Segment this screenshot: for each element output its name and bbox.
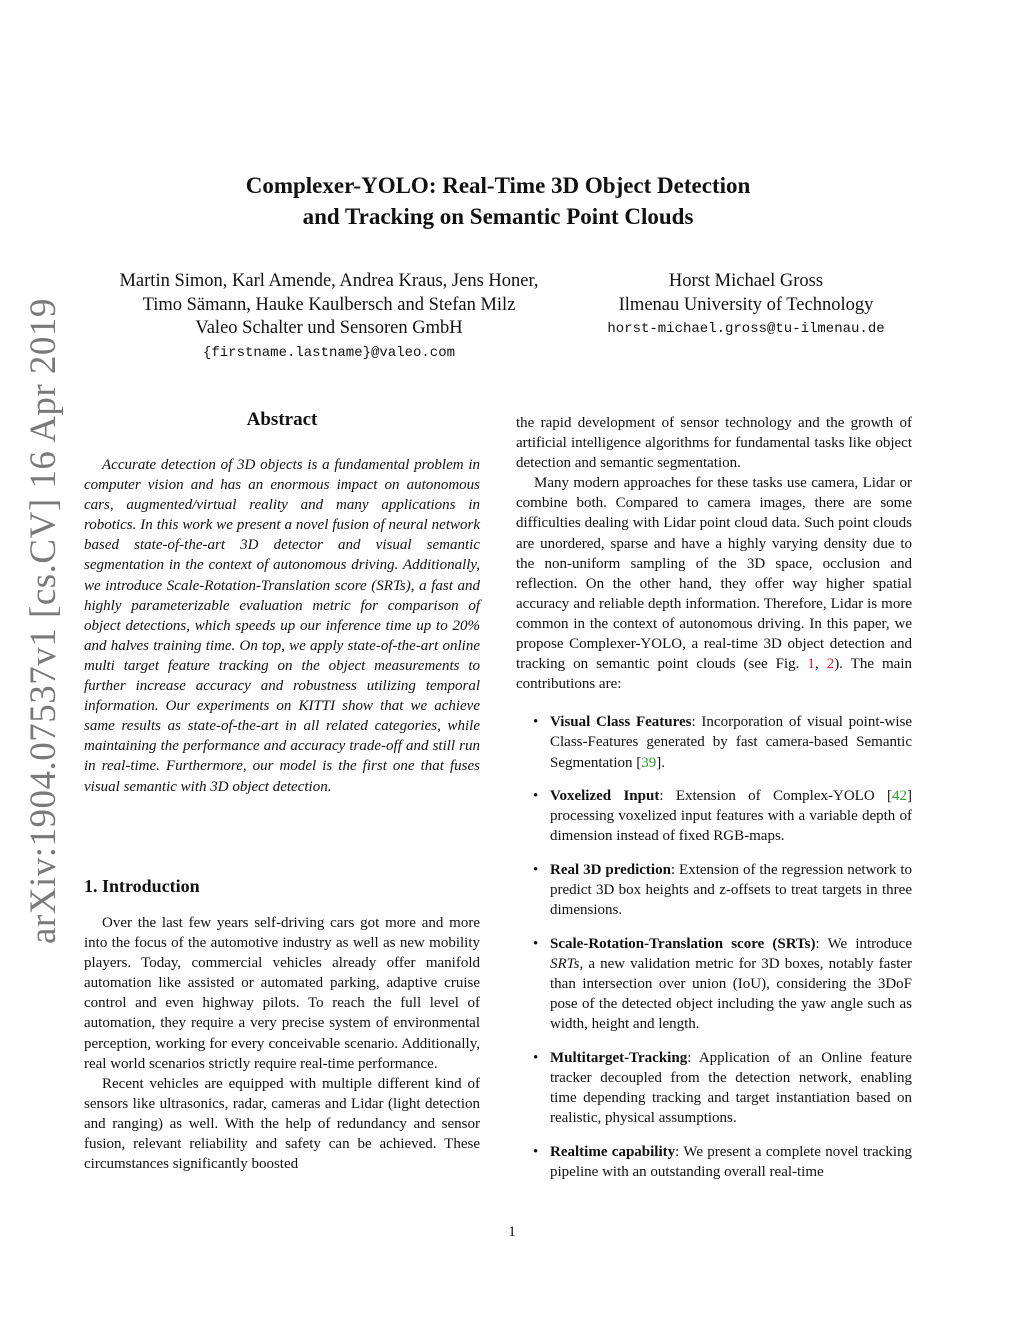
figure-link-1[interactable]: 1 [807,656,815,673]
author-affiliation: Valeo Schalter und Sensoren GmbH [195,318,463,338]
contribution-text: : Incorporation of visual point-wise Class-Features generated by fast camera-based Semantic Segmentation [ [550,714,912,771]
author-block-ilmenau [576,270,916,341]
abstract-text: Accurate detection of 3D objects is a fundamental problem in computer vision and has an enormous impact on autonomous cars, augmented/virtual reality and many applications in robotics. In this work we present a novel fusion of neural network based state-of-the-art 3D detector and visual semantic segmentation in the context of autonomous driving. Additionally, we introduce Scale-Rotation-Translation score (SRTs), a fast and highly parameterizable evaluation metric for comparison of object detections, which speeds up our inference time up to 20% and halves training time. On top, we apply state-of-the-art online multi target feature tracking on the object measurements to further increase accuracy and robustness utilizing temporal information. Our experiments on KITTI show that we achieve same results as state-of-the-art in all related categories, while maintaining the performance and accuracy trade-off and still run in real-time. Furthermore, our model is the first one that fuses visual semantic with 3D object detection. [84,457,480,795]
citation-link[interactable]: 42 [892,788,907,805]
contribution-text-end: ] processing voxelized input features with a variable depth of dimension instead of fixed RGB-maps. [550,788,912,845]
citation-link[interactable]: 39 [641,754,657,771]
author-block-valeo [60,270,598,365]
author-email: horst-michael.gross@tu-ilmenau.de [607,321,885,337]
approaches-text-end: ). The main contributions are: [516,656,912,693]
list-item [516,1142,912,1182]
list-item [516,712,912,772]
contribution-label: Realtime capability [550,1143,676,1160]
introduction-paragraph-1: Over the last few years self-driving cars got more and more into the focus of the automotive industry as well as new mobility players. Today, commercial vehicles already offer manifold automation like assisted or automated parking, adaptive cruise control and even highway pilots. To reach the full level of automation, they require a very precise system of environmental perception, working for every conceivable scenario. Additionally, real world scenarios strictly require real-time performance. [84,915,480,1072]
right-column [516,413,912,1195]
abstract-heading: Abstract [246,409,318,430]
contribution-text: : Application of an Online feature tracker decoupled from the detection network, enabling time depending tracking and target instantiation based on realistic, physical assumptions. [550,1049,912,1126]
list-item [516,860,912,920]
contribution-label: Multitarget-Tracking [550,1049,688,1066]
contributions-list [516,712,912,1181]
contribution-text-end: , a new validation metric for 3D boxes, notably faster than intersection over union (IoU), considering the 3DoF pose of the detected object including the yaw angle such as width, height and length. [550,955,912,1033]
contribution-emphasis: SRTs [550,955,580,972]
introduction-section [84,913,480,1174]
contribution-text: : Extension of the regression network to predict 3D box heights and z-offsets to treat targets in three dimensions. [550,861,912,919]
introduction-heading: 1. Introduction [84,876,200,896]
paper-title [120,170,876,232]
continuation-paragraph: the rapid development of sensor technology and the growth of artificial intelligence algorithms for fundamental tasks like object detection and semantic segmentation. [516,415,912,472]
author-names-line-2: Timo Sämann, Hauke Kaulbersch and Stefan Milz [142,294,516,315]
contribution-text: : We introduce [815,935,912,952]
title-line-2: and Tracking on Semantic Point Clouds [302,204,694,229]
contribution-label: Scale-Rotation-Translation score (SRTs) [550,935,816,952]
list-item [516,1048,912,1128]
bullet-point: • [533,935,539,952]
arxiv-identifier: arXiv:1904.07537v1 [cs.CV] 16 Apr 2019 [23,298,64,944]
title-line-1: Complexer-YOLO: Real-Time 3D Object Detection [245,173,751,198]
author-email: {firstname.lastname}@valeo.com [202,344,456,361]
bullet-point: • [533,1049,539,1066]
author-affiliation: Ilmenau University of Technology [618,294,874,315]
figure-link-2[interactable]: 2 [826,656,835,673]
bullet-point: • [533,788,539,805]
bullet-point: • [533,861,539,878]
contribution-text: : We present a complete novel tracking pipeline with an outstanding overall real-time [550,1143,912,1180]
author-names-line-1: Martin Simon, Karl Amende, Andrea Kraus, Jens Honer, [119,271,539,291]
approaches-text: Many modern approaches for these tasks use camera, Lidar or combine both. Compared to camera images, there are some difficulties dealing with Lidar point cloud data. Such point clouds are unordered, sparse and have a highly varying density due to the non-uniform sampling of the 3D space, occlusion and reflection. On the other hand, they offer way higher spatial accuracy and reliable depth information. Therefore, Lidar is more common in the context of autonomous driving. In this paper, we propose Complexer-YOLO, a real-time 3D object detection and tracking on semantic point clouds (see Fig. [516,475,912,673]
bullet-point: • [533,714,539,731]
contribution-label: Visual Class Features [550,714,692,731]
page-number: 1 [508,1224,516,1240]
contribution-label: Real 3D prediction [550,861,671,878]
contribution-text-end: ]. [656,754,665,771]
introduction-paragraph-2: Recent vehicles are equipped with multiple different kind of sensors like ultrasonics, radar, cameras and Lidar (light detection and ranging) as well. With the help of redundancy and sensor fusion, relevant reliability and safety can be achieved. These circumstances significantly boosted [84,1075,480,1173]
list-item [516,934,912,1034]
contribution-label: Voxelized Input [550,788,660,805]
abstract-section [84,455,480,797]
bullet-point: • [533,1143,539,1160]
figure-link-separator: , [814,656,827,673]
list-item [516,786,912,846]
author-name: Horst Michael Gross [668,271,824,291]
contribution-text: : Extension of Complex-YOLO [ [659,788,892,805]
approaches-paragraph [516,473,912,694]
